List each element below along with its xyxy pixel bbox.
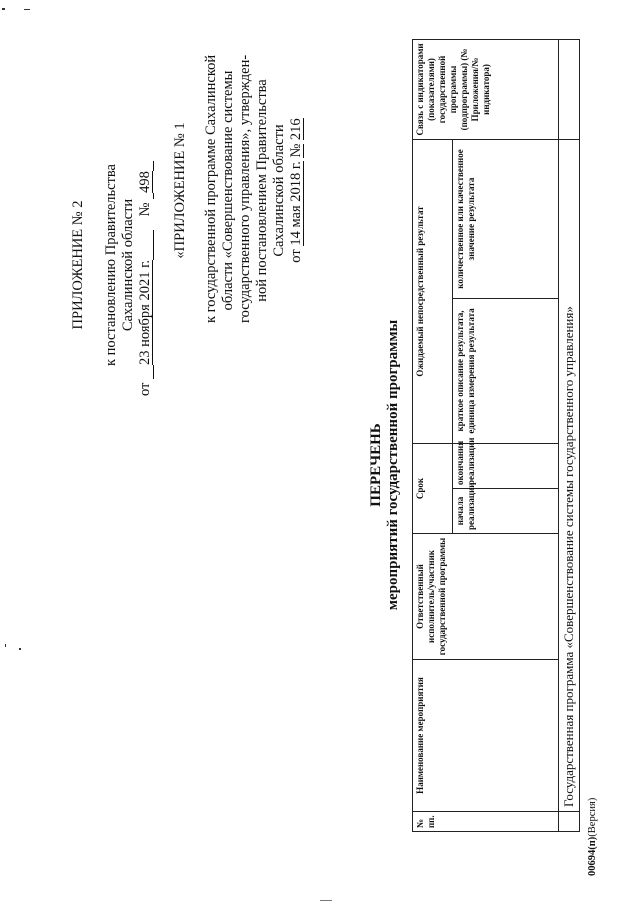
header-term: Срок [413, 443, 453, 533]
appendix-1-line-2: государственного управления», утвержден- [237, 54, 253, 323]
appendix-1-title: «ПРИЛОЖЕНИЕ № 1 [172, 122, 188, 259]
program-row-link [559, 39, 580, 139]
appendix-2-line1: к постановлению Правительства [103, 164, 119, 366]
appendix-1-line-0: к государственной программе Сахалинской [203, 54, 219, 323]
table-header-row [413, 39, 453, 831]
heading-title: ПЕРЕЧЕНЬ [368, 423, 384, 507]
scan-speck [320, 900, 332, 901]
number-prefix: № [137, 202, 153, 217]
header-number: № пп. [413, 812, 559, 832]
heading-subtitle: мероприятий государственной программы [385, 319, 401, 611]
appendix-1-date-line [288, 58, 305, 323]
document-heading [368, 255, 402, 675]
measures-table [412, 39, 580, 832]
appendix-2-title: ПРИЛОЖЕНИЕ № 2 [70, 200, 86, 330]
program-row-title: Государственная программа «Совершенствование системы государственного управления» [559, 139, 580, 811]
number-underline-tail [139, 161, 154, 171]
date-underline-tail [139, 230, 154, 260]
appendix-1-number: 216 [288, 118, 304, 141]
number-underline-lead [139, 193, 154, 199]
appendix-2-line2: Сахалинской области [120, 198, 136, 332]
document-version: (Версия) [587, 797, 598, 837]
appendix-2-number: 498 [137, 171, 153, 193]
document-code-number: 00694(п) [587, 836, 598, 876]
appendix-1-date: 14 мая 2018 г. [288, 161, 304, 246]
document-code [587, 798, 598, 876]
program-row [559, 39, 580, 831]
scan-speck [5, 644, 6, 647]
header-term-start: начала реализации [453, 489, 559, 534]
header-term-end: окончания реализации [453, 443, 559, 488]
date-prefix: от [288, 249, 304, 263]
appendix-1-number-prefix: № [288, 143, 304, 158]
scan-speck [24, 9, 30, 10]
scan-speck [19, 648, 21, 650]
appendix-1-line-4: Сахалинской области [271, 124, 287, 257]
header-result-description: краткое описание результата, единица измерения результата [453, 298, 559, 443]
appendix-1-block [172, 54, 305, 323]
header-responsible: Ответственный исполнитель/участник государственной программы [413, 534, 559, 660]
scan-speck [2, 8, 5, 10]
appendix-2-date-line [137, 130, 154, 400]
date-prefix: от [137, 382, 153, 396]
date-underline-lead [139, 365, 154, 379]
program-row-number [559, 812, 580, 832]
header-indicator-link: Связь с индикаторами (показателями) государственной программы (подпрограммы) (№ Приложения/№ индикатора) [413, 39, 559, 139]
appendix-1-line-1: области «Совершенствование системы [220, 70, 236, 311]
header-measure-name: Наименование мероприятия [413, 660, 559, 812]
header-expected-result: Ожидаемый непосредственный результат [413, 139, 453, 443]
appendix-2-date: 23 ноября 2021 г. [137, 259, 153, 365]
appendix-2-block [70, 130, 154, 400]
header-result-value: количественное или качественное значение результата [453, 139, 559, 298]
appendix-1-line-3: ной постановлением Правительства [254, 79, 270, 302]
